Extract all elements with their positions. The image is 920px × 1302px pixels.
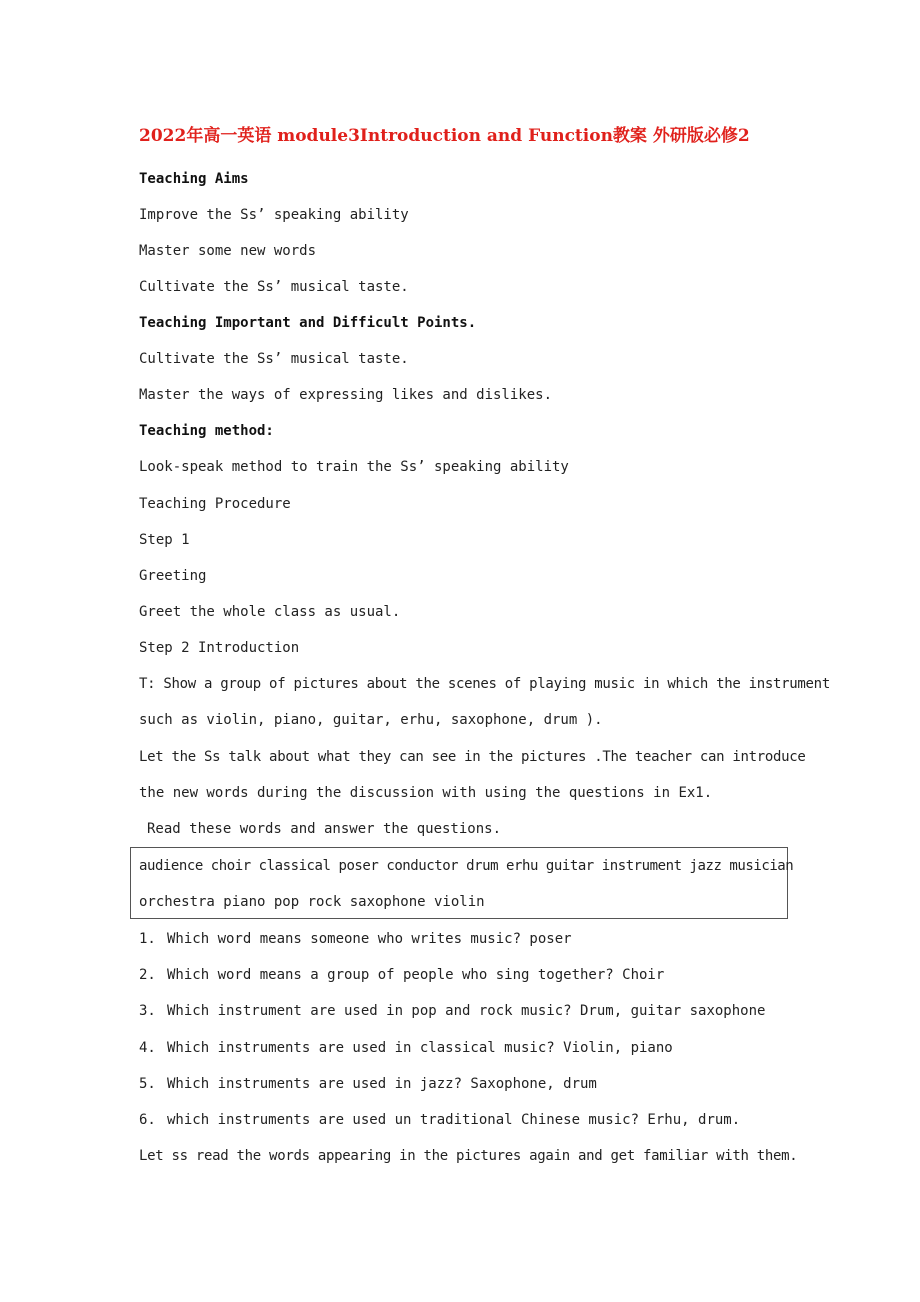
point-item: Master the ways of expressing likes and dislikes. <box>139 387 553 403</box>
step2-paragraph-line: the new words during the discussion with using the questions in Ex1. <box>139 785 713 801</box>
question-text: which instruments are used un traditional Chinese music? Erhu, drum. <box>167 1112 741 1128</box>
aim-item: Improve the Ss’ speaking ability <box>139 207 409 223</box>
question-text: Which instrument are used in pop and rock music? Drum, guitar saxophone <box>167 1003 766 1019</box>
question-item <box>139 965 664 985</box>
question-item <box>139 1110 740 1130</box>
question-text: Which word means someone who writes music? poser <box>167 931 572 947</box>
question-text: Which instruments are used in jazz? Saxophone, drum <box>167 1076 597 1092</box>
closing-text: Let ss read the words appearing in the pictures again and get familiar with them. <box>139 1148 798 1164</box>
point-item: Cultivate the Ss’ musical taste. <box>139 351 409 367</box>
step1-text: Greet the whole class as usual. <box>139 604 401 620</box>
step2-heading: Step 2 Introduction <box>139 640 300 656</box>
question-text: Which instruments are used in classical music? Violin, piano <box>167 1040 673 1056</box>
document-title: 2022年高一英语 module3Introduction and Function教案 外研版必修2 <box>139 126 750 146</box>
question-number: 4. <box>139 1040 156 1056</box>
question-number: 1. <box>139 931 156 947</box>
question-number: 6. <box>139 1112 156 1128</box>
important-points-heading: Teaching Important and Difficult Points. <box>139 315 477 331</box>
step1-heading: Step 1 <box>139 532 190 548</box>
teaching-procedure-heading: Teaching Procedure <box>139 496 291 512</box>
question-item <box>139 929 572 949</box>
step1-title: Greeting <box>139 568 207 584</box>
question-item <box>139 1001 765 1021</box>
teaching-aims-heading: Teaching Aims <box>139 171 249 187</box>
step2-paragraph-line: Let the Ss talk about what they can see in the pictures .The teacher can introduce <box>139 749 806 765</box>
question-item <box>139 1074 597 1094</box>
question-text: Which word means a group of people who sing together? Choir <box>167 967 665 983</box>
aim-item: Master some new words <box>139 243 317 259</box>
vocabulary-line: audience choir classical poser conductor drum erhu guitar instrument jazz musician <box>139 858 794 874</box>
vocabulary-box <box>130 847 794 919</box>
vocabulary-line: orchestra piano pop rock saxophone violin <box>139 894 485 910</box>
question-item <box>139 1038 673 1058</box>
question-number: 5. <box>139 1076 156 1092</box>
teaching-method-heading: Teaching method: <box>139 423 274 439</box>
aim-item: Cultivate the Ss’ musical taste. <box>139 279 409 295</box>
teaching-method-text: Look-speak method to train the Ss’ speaking ability <box>139 459 569 475</box>
read-instruction: Read these words and answer the questions. <box>147 821 502 837</box>
step2-paragraph-line: such as violin, piano, guitar, erhu, saxophone, drum ). <box>139 712 603 728</box>
step2-paragraph-line: T: Show a group of pictures about the scenes of playing music in which the instrument <box>139 676 830 692</box>
question-number: 2. <box>139 967 156 983</box>
question-number: 3. <box>139 1003 156 1019</box>
